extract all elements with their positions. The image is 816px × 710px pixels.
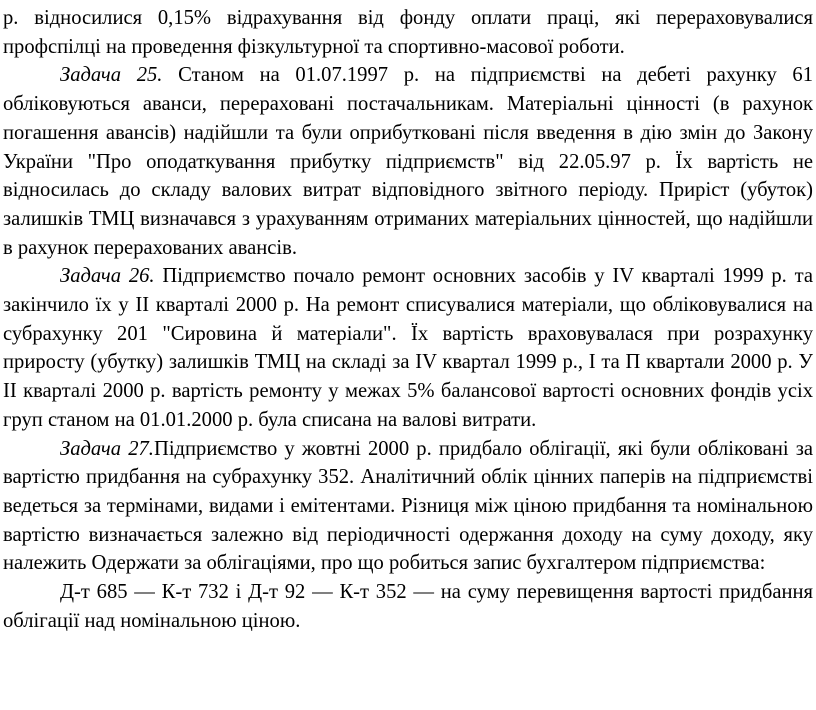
paragraph-text: Д-т 685 — К-т 732 і Д-т 92 — К-т 352 — на суму перевищення вартості придбання облігації над номінальною ціною. (3, 581, 813, 632)
paragraph-text: Підприємство почало ремонт основних засобів у IV кварталі 1999 р. та закінчило їх у II кварталі 2000 р. На ремонт списувалися матеріали, що обліковувалися на субрахунку 201 "Сировина й матеріали". Їх вартість враховувалася при розрахунку приросту (убутку) залишків ТМЦ на складі за IV квартал 1999 р., І та П квартали 2000 р. У II кварталі 2000 р. вартість ремонту у межах 5% балансової вартості основних фондів усіх груп станом на 01.01.2000 р. була списана на валові витрати. (3, 265, 813, 431)
paragraph-continuation (3, 4, 813, 61)
task-label: Задача 27. (60, 437, 154, 460)
paragraph-text: Підприємство у жовтні 2000 р. придбало облігації, які були обліковані за вартістю придбання на субрахунку 352. Аналітичний облік цінних паперів на підприємстві ведеться за термінами, видами і емітентами. Різниця між ціною придбання та номінальною вартістю визначається залежно від періодичності одержання доходу на суму доходу, яку належить Одержати за облігаціями, про що робиться запис бухгалтером підприємства: (3, 437, 813, 575)
task-label: Задача 25. (60, 64, 163, 87)
paragraph-task-27 (3, 435, 813, 579)
paragraph-entry (3, 578, 813, 635)
paragraph-task-26 (3, 262, 813, 434)
task-label: Задача 26. (60, 265, 155, 288)
paragraph-text: р. відносилися 0,15% відрахування від фонду оплати праці, які перераховувалися профспілці на проведення фізкультурної та спортивно-масової роботи. (3, 7, 813, 58)
paragraph-task-25 (3, 61, 813, 262)
paragraph-text: Станом на 01.07.1997 р. на підприємстві на дебеті рахунку 61 обліковуються аванси, перераховані постачальникам. Матеріальні цінності (в рахунок погашення авансів) надійшли та були оприбутковані після введення в дію змін до Закону України "Про оподаткування прибутку підприємств" від 22.05.97 р. Їх вартість не відносилась до складу валових витрат відповідного звітного періоду. Приріст (убуток) залишків ТМЦ визначався з урахуванням отриманих матеріальних цінностей, що надійшли в рахунок перерахованих авансів. (3, 64, 813, 259)
